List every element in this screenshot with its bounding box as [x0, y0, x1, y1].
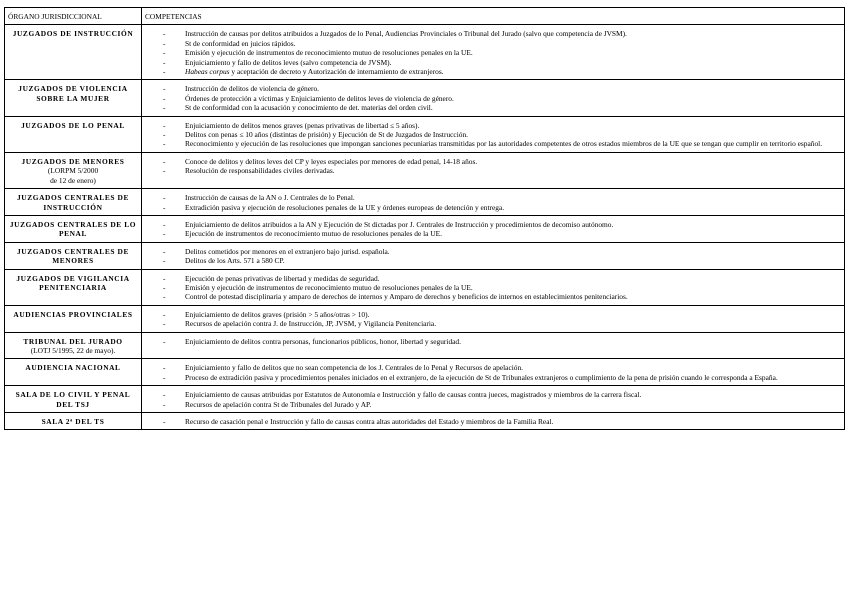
bullet-dash-icon: -	[163, 84, 166, 94]
list-item	[145, 94, 840, 103]
bullet-dash-icon: -	[163, 202, 166, 212]
bullet-dash-icon: -	[163, 156, 166, 166]
list-item	[145, 292, 840, 301]
organo-name-text: JUZGADOS DE LO PENAL	[21, 120, 125, 130]
header-organo: ÓRGANO JURISDICCIONAL	[5, 8, 142, 25]
competencias-list	[145, 29, 840, 76]
list-item-text: y aceptación de decreto y Autorización de internamiento de extranjeros.	[229, 67, 444, 77]
organo-name-text: JUZGADOS CENTRALES DE LO PENAL	[9, 219, 137, 239]
organo-name	[8, 157, 138, 176]
list-item-text: Enjuiciamiento de delitos contra personas, funcionarios públicos, honor, libertad y seguridad.	[185, 336, 461, 346]
competencies-table	[4, 7, 845, 430]
list-item-text: St de conformidad en juicios rápidos.	[185, 38, 296, 48]
bullet-dash-icon: -	[163, 292, 166, 302]
list-item	[145, 256, 840, 265]
organo-name-text: JUZGADOS CENTRALES DE MENORES	[17, 246, 129, 266]
list-item	[145, 390, 840, 399]
list-item-text: Extradición pasiva y ejecución de resoluciones penales de la UE y órdenes europeas de detención y entrega.	[185, 202, 505, 212]
list-item-text: Ejecución de instrumentos de reconocimiento mutuo de resoluciones penales de la UE.	[185, 229, 442, 239]
list-item	[145, 283, 840, 292]
list-item-text: Emisión y ejecución de instrumentos de reconocimiento mutuo de resoluciones penales de la UE.	[185, 282, 473, 292]
bullet-dash-icon: -	[163, 120, 166, 130]
organo-name-text: JUZGADOS DE INSTRUCCIÓN	[12, 29, 134, 39]
bullet-dash-icon: -	[163, 319, 166, 329]
organo-name	[8, 121, 138, 130]
organo-name	[8, 193, 138, 212]
bullet-dash-icon: -	[163, 219, 166, 229]
organo-name	[8, 337, 138, 346]
list-item	[145, 84, 840, 93]
competencias-list	[145, 193, 840, 212]
table-row	[5, 152, 845, 188]
list-item	[145, 274, 840, 283]
competencias-list	[145, 417, 840, 426]
list-item	[145, 67, 840, 76]
list-item	[145, 373, 840, 382]
organo-cell	[5, 80, 142, 116]
organo-name-text: AUDIENCIAS PROVINCIALES	[13, 309, 133, 319]
table-header-row	[5, 8, 845, 25]
organo-name	[8, 417, 138, 426]
list-item	[145, 39, 840, 48]
list-item-text: Órdenes de protección a víctimas y Enjuiciamiento de delitos leves de violencia de género.	[185, 93, 454, 103]
organo-name	[8, 29, 138, 38]
competencias-cell	[142, 25, 845, 80]
list-item	[145, 29, 840, 38]
bullet-dash-icon: -	[163, 282, 166, 292]
list-item-text: Recursos de apelación contra J. de Instrucción, JP, JVSM, y Vigilancia Penitenciaria.	[185, 319, 437, 329]
bullet-dash-icon: -	[163, 336, 166, 346]
bullet-dash-icon: -	[163, 193, 166, 203]
list-item-text: Proceso de extradición pasiva y procedimientos penales iniciados en el extranjero, de la ejecución de St de Tribunales extranjeros o cumplimiento de la pena de prisión cuando le corresponda a España.	[185, 372, 778, 382]
list-item-text: Control de potestad disciplinaria y amparo de derechos de internos y Amparo de derechos y beneficios de internos en establecimientos penitenciarios.	[185, 292, 628, 302]
organo-cell	[5, 332, 142, 359]
list-item-text: Ejecución de penas privativas de libertad y medidas de seguridad.	[185, 273, 380, 283]
list-item-text: Recurso de casación penal e Instrucción y fallo de causas contra altas autoridades del Estado y miembros de la Familia Real.	[185, 417, 554, 426]
organo-name-text: AUDIENCIA NACIONAL	[25, 363, 121, 373]
bullet-dash-icon: -	[163, 229, 166, 239]
organo-cell	[5, 215, 142, 242]
list-item	[145, 139, 840, 148]
competencias-cell	[142, 269, 845, 305]
organo-cell	[5, 152, 142, 188]
bullet-dash-icon: -	[163, 309, 166, 319]
table-row	[5, 269, 845, 305]
list-item	[145, 130, 840, 139]
list-item-text: Delitos con penas ≤ 10 años (distintas de prisión) y Ejecución de St de Juzgados de Instrucción.	[185, 130, 468, 140]
organo-law-ref: (LOTJ 5/1995, 22 de mayo).	[30, 345, 116, 355]
competencias-list	[145, 121, 840, 149]
list-item	[145, 103, 840, 112]
list-item	[145, 417, 840, 426]
competencias-list	[145, 157, 840, 176]
organo-cell	[5, 386, 142, 413]
organo-cell	[5, 269, 142, 305]
organo-name-text: SALA 2ª DEL TS	[41, 417, 105, 426]
list-item-text: Enjuiciamiento de causas atribuidas por Estatutos de Autonomía e Instrucción y fallo de causas contra jueces, magistrados y miembros de la carrera fiscal.	[185, 390, 642, 400]
competencias-cell	[142, 215, 845, 242]
table-row	[5, 189, 845, 216]
list-item-text: Delitos de los Arts. 571 a 580 CP.	[185, 256, 285, 266]
bullet-dash-icon: -	[163, 139, 166, 149]
competencias-list	[145, 310, 840, 329]
organo-name-text: JUZGADOS DE MENORES	[21, 156, 125, 166]
organo-cell	[5, 413, 142, 430]
bullet-dash-icon: -	[163, 390, 166, 400]
bullet-dash-icon: -	[163, 93, 166, 103]
bullet-dash-icon: -	[163, 256, 166, 266]
list-item-text: Recursos de apelación contra St de Tribunales del Jurado y AP.	[185, 399, 372, 409]
table-row	[5, 413, 845, 430]
organo-cell	[5, 305, 142, 332]
table-row	[5, 215, 845, 242]
organo-cell	[5, 116, 142, 152]
table-row	[5, 25, 845, 80]
list-item-text: Emisión y ejecución de instrumentos de reconocimiento mutuo de resoluciones penales en la UE.	[185, 48, 473, 58]
list-item	[145, 337, 840, 346]
organo-law-ref: de 12 de enero)	[50, 175, 96, 185]
list-item-text: Instrucción de causas por delitos atribuidos a Juzgados de lo Penal, Audiencias Provinciales o Tribunal del Jurado (salvo que competencia de JVSM).	[185, 29, 627, 39]
competencias-list	[145, 220, 840, 239]
bullet-dash-icon: -	[163, 417, 166, 426]
bullet-dash-icon: -	[163, 399, 166, 409]
organo-name-text: SALA DE LO CIVIL Y PENAL DEL TSJ	[15, 390, 131, 409]
bullet-dash-icon: -	[163, 48, 166, 58]
list-item	[145, 247, 840, 256]
competencias-list	[145, 337, 840, 346]
competencias-cell	[142, 359, 845, 386]
list-item-text: Reconocimiento y ejecución de las resoluciones que impongan sanciones pecuniarias transmitidas por las autoridades competentes de otros estados miembros de la UE que se tengan que cumplir en territorio español.	[185, 139, 823, 149]
list-item	[145, 220, 840, 229]
list-item-text: Enjuiciamiento de delitos menos graves (penas privativas de libertad ≤ 5 años).	[185, 120, 420, 130]
organo-cell	[5, 242, 142, 269]
competencias-cell	[142, 152, 845, 188]
bullet-dash-icon: -	[163, 38, 166, 48]
competencias-list	[145, 274, 840, 302]
bullet-dash-icon: -	[163, 57, 166, 67]
organo-name-text: TRIBUNAL DEL JURADO	[23, 336, 123, 346]
organo-name	[8, 84, 138, 103]
list-item-text: Enjuiciamiento de delitos atribuidos a la AN y Ejecución de St dictadas por J. Centrales de Instrucción y procedimientos de decomiso autónomo.	[185, 219, 614, 229]
organo-name	[8, 274, 138, 293]
list-item	[145, 229, 840, 238]
list-item	[145, 48, 840, 57]
bullet-dash-icon: -	[163, 372, 166, 382]
bullet-dash-icon: -	[163, 103, 166, 113]
competencias-cell	[142, 80, 845, 116]
list-item-text: Delitos cometidos por menores en el extranjero bajo jurisd. española.	[185, 246, 390, 256]
competencias-cell	[142, 332, 845, 359]
bullet-dash-icon: -	[163, 29, 166, 39]
bullet-dash-icon: -	[163, 67, 166, 77]
competencias-cell	[142, 413, 845, 430]
competencias-list	[145, 390, 840, 409]
competencias-cell	[142, 116, 845, 152]
list-item	[145, 363, 840, 372]
competencias-list	[145, 363, 840, 382]
table-row	[5, 305, 845, 332]
list-item-text: Enjuiciamiento de delitos graves (prisión > 5 años/otras > 10).	[185, 309, 370, 319]
organo-name-text: JUZGADOS CENTRALES DE INSTRUCCIÓN	[17, 193, 129, 212]
organo-law-ref: (LORPM 5/2000	[47, 166, 99, 176]
list-item-text: Enjuiciamiento y fallo de delitos que no sean competencia de los J. Centrales de lo Penal y Recursos de apelación.	[185, 363, 524, 373]
header-competencias: COMPETENCIAS	[142, 8, 845, 25]
list-item-text: Conoce de delitos y delitos leves del CP y leyes especiales por menores de edad penal, 14-18 años.	[185, 156, 478, 166]
organo-name	[8, 390, 138, 409]
table-row	[5, 242, 845, 269]
organo-name	[8, 363, 138, 372]
organo-name	[8, 220, 138, 239]
competencias-cell	[142, 386, 845, 413]
list-item	[145, 319, 840, 328]
bullet-dash-icon: -	[163, 246, 166, 256]
list-item	[145, 203, 840, 212]
list-item	[145, 157, 840, 166]
table-row	[5, 116, 845, 152]
list-item-text: Instrucción de delitos de violencia de género.	[185, 84, 320, 94]
bullet-dash-icon: -	[163, 166, 166, 176]
organo-name-text: JUZGADOS DE VIGILANCIA PENITENCIARIA	[16, 273, 130, 292]
list-item	[145, 310, 840, 319]
list-item-text: Instrucción de causas de la AN o J. Centrales de lo Penal.	[185, 193, 355, 203]
organo-cell	[5, 359, 142, 386]
list-item	[145, 166, 840, 175]
list-item	[145, 400, 840, 409]
organo-cell	[5, 25, 142, 80]
list-item	[145, 193, 840, 202]
organo-name-text: JUZGADOS DE VIOLENCIA SOBRE LA MUJER	[18, 84, 128, 103]
competencias-list	[145, 247, 840, 266]
organo-name	[8, 310, 138, 319]
table-row	[5, 359, 845, 386]
list-item	[145, 121, 840, 130]
bullet-dash-icon: -	[163, 273, 166, 283]
list-item-text: Resolución de responsabilidades civiles derivadas.	[185, 166, 335, 176]
bullet-dash-icon: -	[163, 363, 166, 373]
competencias-list	[145, 84, 840, 112]
list-item-text: Enjuiciamiento y fallo de delitos leves (salvo competencia de JVSM).	[185, 57, 392, 67]
table-row	[5, 80, 845, 116]
table-row	[5, 332, 845, 359]
competencias-cell	[142, 305, 845, 332]
list-item-text: St de conformidad con la acusación y conocimiento de det. materias del orden civil.	[185, 103, 433, 113]
competencias-cell	[142, 242, 845, 269]
table-row	[5, 386, 845, 413]
organo-name	[8, 247, 138, 266]
list-item	[145, 58, 840, 67]
list-item-italic-text: Habeas corpus	[185, 67, 230, 77]
bullet-dash-icon: -	[163, 130, 166, 140]
organo-cell	[5, 189, 142, 216]
competencias-cell	[142, 189, 845, 216]
